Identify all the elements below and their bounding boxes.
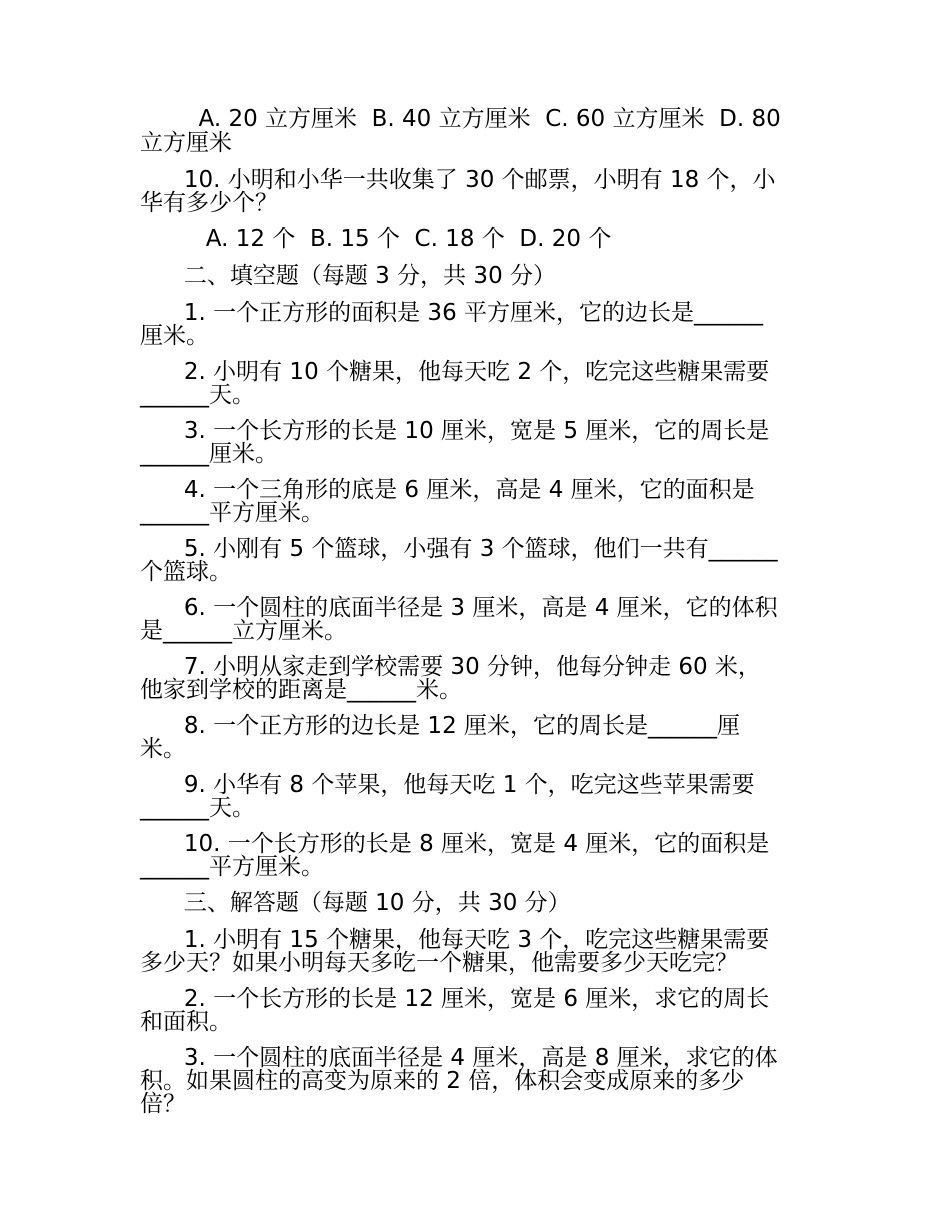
fill-question-10-wrap: ______平方厘米。: [140, 854, 324, 880]
fill-question-5: 5. 小刚有 5 个篮球，小强有 3 个篮球，他们一共有______: [140, 536, 778, 562]
solve-question-3: 3. 一个圆柱的底面半径是 4 厘米，高是 8 厘米，求它的体: [140, 1045, 778, 1071]
fill-question-3: 3. 一个长方形的长是 10 厘米，宽是 5 厘米，它的周长是: [140, 418, 770, 444]
section-solve-heading: 三、解答题（每题 10 分，共 30 分）: [140, 890, 571, 916]
question-10-wrap: 华有多少个？: [140, 190, 278, 216]
fill-question-10: 10. 一个长方形的长是 8 厘米，宽是 4 厘米，它的面积是: [140, 831, 770, 857]
fill-question-9-wrap: ______天。: [140, 795, 255, 821]
fill-question-7-wrap: 他家到学校的距离是______米。: [140, 677, 462, 703]
question-10: 10. 小明和小华一共收集了 30 个邮票，小明有 18 个，小: [140, 167, 776, 193]
fill-question-2-wrap: ______天。: [140, 382, 255, 408]
choice-options-q10: A. 12 个 B. 15 个 C. 18 个 D. 20 个: [140, 226, 612, 252]
fill-question-8-wrap: 米。: [140, 736, 186, 762]
fill-question-6: 6. 一个圆柱的底面半径是 3 厘米，高是 4 厘米，它的体积: [140, 595, 778, 621]
solve-question-1-wrap: 多少天？如果小明每天多吃一个糖果，他需要多少天吃完？: [140, 950, 738, 976]
solve-question-2: 2. 一个长方形的长是 12 厘米，宽是 6 厘米，求它的周长: [140, 986, 770, 1012]
solve-question-3-wrap: 积。如果圆柱的高变为原来的 2 倍，体积会变成原来的多少: [140, 1068, 745, 1094]
fill-question-5-wrap: 个篮球。: [140, 559, 232, 585]
solve-question-1: 1. 小明有 15 个糖果，他每天吃 3 个，吃完这些糖果需要: [140, 927, 770, 953]
fill-question-7: 7. 小明从家走到学校需要 30 分钟，他每分钟走 60 米，: [140, 654, 761, 680]
fill-question-2: 2. 小明有 10 个糖果，他每天吃 2 个，吃完这些糖果需要: [140, 359, 770, 385]
fill-question-1-wrap: 厘米。: [140, 323, 209, 349]
fill-question-4-wrap: ______平方厘米。: [140, 500, 324, 526]
solve-question-3-wrap-2: 倍？: [140, 1091, 186, 1117]
fill-question-3-wrap: ______厘米。: [140, 441, 278, 467]
section-fill-blank-heading: 二、填空题（每题 3 分，共 30 分）: [140, 263, 557, 289]
choice-options-q9: A. 20 立方厘米 B. 40 立方厘米 C. 60 立方厘米 D. 80: [140, 106, 781, 132]
solve-question-2-wrap: 和面积。: [140, 1009, 232, 1035]
fill-question-4: 4. 一个三角形的底是 6 厘米，高是 4 厘米，它的面积是: [140, 477, 755, 503]
fill-question-9: 9. 小华有 8 个苹果，他每天吃 1 个，吃完这些苹果需要: [140, 772, 755, 798]
fill-question-6-wrap: 是______立方厘米。: [140, 618, 347, 644]
fill-question-1: 1. 一个正方形的面积是 36 平方厘米，它的边长是______: [140, 300, 764, 326]
fill-question-8: 8. 一个正方形的边长是 12 厘米，它的周长是______厘: [140, 713, 741, 739]
choice-options-q9-wrap: 立方厘米: [140, 130, 232, 156]
